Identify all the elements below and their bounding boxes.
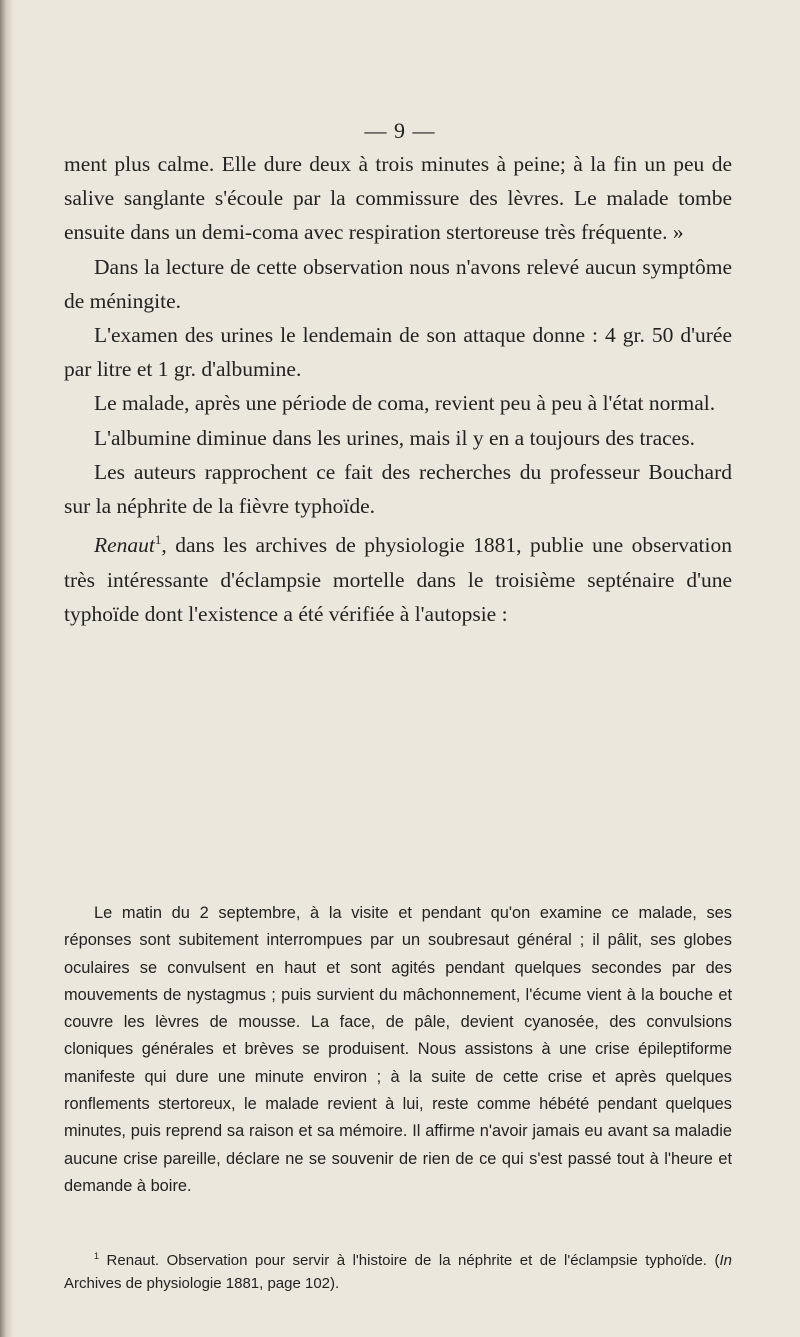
paragraph-albumine: L'albumine diminue dans les urines, mais il y en a toujours des traces. bbox=[94, 425, 695, 450]
footnote-text: $^1$ Renaut. Observation pour servir à l'histoire de la néphrite et de l'éclampsie typhoïde. (In Archives de physiologie 1881, page 102). bbox=[64, 1251, 732, 1292]
footnote-ref: 1 bbox=[154, 533, 162, 548]
paragraph-coma: Le malade, après une période de coma, revient peu à peu à l'état normal. bbox=[94, 391, 716, 416]
author-name: Renaut bbox=[94, 533, 155, 558]
paragraph-renaut bbox=[64, 523, 732, 631]
footnote bbox=[64, 1245, 732, 1295]
paragraph-renaut-text: , dans les archives de physiologie 1881, publie une observation très intéressante d'éclampsie mortelle dans le troisième septénaire d'une typhoïde dont l'existence a été vérifiée à l'autopsie : bbox=[64, 533, 732, 626]
paragraph-urines: L'examen des urines le lendemain de son attaque donne : 4 gr. 50 d'urée par litre et 1 gr. d'albumine. bbox=[64, 323, 732, 382]
paragraph-bouchard: Les auteurs rapprochent ce fait des recherches du professeur Bouchard sur la néphrite de la fièvre typhoïde. bbox=[64, 459, 732, 519]
main-text bbox=[64, 147, 732, 631]
footnote-mark: 1 bbox=[94, 1251, 100, 1261]
paragraph-meningite: Dans la lecture de cette observation nous n'avons relevé aucun symptôme de méningite. bbox=[64, 254, 732, 313]
paragraph-continued: ment plus calme. Elle dure deux à trois minutes à peine; à la fin un peu de salive sanglante s'écoule par la commissure des lèvres. Le malade tombe ensuite dans un demi-coma avec respiration stertoreuse très fréquente. » bbox=[64, 152, 732, 245]
quote-text: Le matin du 2 septembre, à la visite et pendant qu'on examine ce malade, ses réponses sont subitement interrompues par un soubresaut général ; il pâlit, ses globes oculaires se convulsent en haut et sont agités pendant quelques secondes par des mouvements de nystagmus ; puis survient du mâchonnement, l'écume vient à la bouche et couvre les lèvres de mousse. La face, de pâle, devient cyanosée, des convulsions cloniques générales et brèves se produisent. Nous assistons à une crise épileptiforme manifeste qui dure une minute environ ; à la suite de cette crise et après quelques ronflements stertoreux, le malade revient à lui, reste comme hébété pendant quelques minutes, puis reprend sa raison et sa mémoire. Il affirme n'avoir jamais eu avant sa maladie aucune crise pareille, déclare ne se souvenir de rien de ce qui s'est passé tout à l'heure et demande à boire. bbox=[64, 904, 732, 1195]
quoted-observation bbox=[64, 900, 732, 1200]
page-number: — 9 — bbox=[364, 118, 436, 143]
